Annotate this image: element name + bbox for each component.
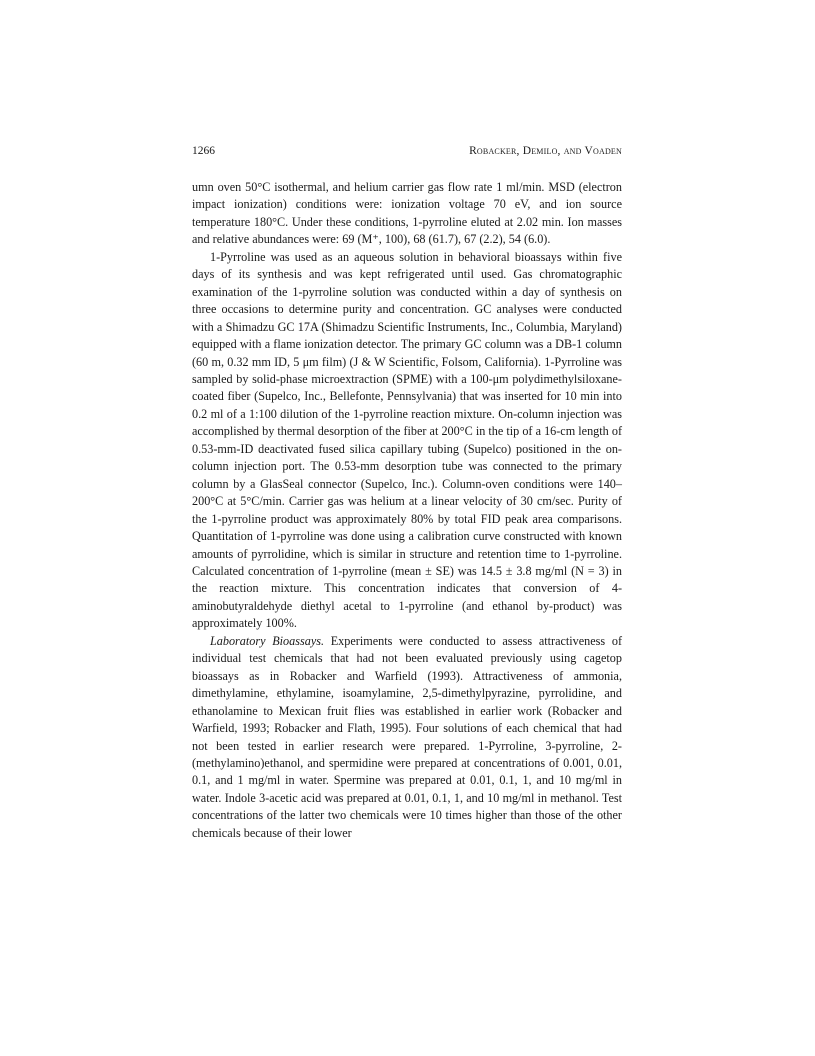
- paragraph-pyrroline-analysis: [192, 249, 622, 633]
- paragraph-laboratory-bioassays: [192, 633, 622, 842]
- paragraph-continued: [192, 179, 622, 249]
- paragraph-text: 1-Pyrroline was used as an aqueous solution in behavioral bioassays within five days of its synthesis and was kept refrigerated until used. Gas chromatographic examination of the 1-pyrroline solution was conducted within a day of synthesis on three occasions to determine purity and concentration. GC analyses were conducted with a Shimadzu GC 17A (Shimadzu Scientific Instruments, Inc., Columbia, Maryland) equipped with a flame ionization detector. The primary GC column was a DB-1 column (60 m, 0.32 mm ID, 5 μm film) (J & W Scientific, Folsom, California). 1-Pyrroline was sampled by solid-phase microextraction (SPME) with a 100-μm polydimethylsiloxane-coated fiber (Supelco, Inc., Bellefonte, Pennsylvania) that was inserted for 10 min into 0.2 ml of a 1:100 dilution of the 1-pyrroline reaction mixture. On-column injection was accomplished by thermal desorption of the fiber at 200°C in the tip of a 16-cm length of 0.53-mm-ID deactivated fused silica capillary tubing (Supelco) positioned in the on-column injection port. The 0.53-mm desorption tube was connected to the primary column by a GlasSeal connector (Supelco, Inc.). Column-oven conditions were 140–200°C at 5°C/min. Carrier gas was helium at a linear velocity of 30 cm/sec. Purity of the 1-pyrroline product was approximately 80% by total FID peak area comparisons. Quantitation of 1-pyrroline was done using a calibration curve constructed with known amounts of pyrrolidine, which is similar in structure and retention time to 1-pyrroline. Calculated concentration of 1-pyrroline (mean ± SE) was 14.5 ± 3.8 mg/ml (N = 3) in the reaction mixture. This concentration indicates that conversion of 4-aminobutyraldehyde diethyl acetal to 1-pyrroline (and ethanol by-product) was approximately 100%.: [192, 249, 622, 631]
- body-text: [192, 179, 622, 842]
- paragraph-text: umn oven 50°C isothermal, and helium carrier gas flow rate 1 ml/min. MSD (electron impact ionization) conditions were: ionization voltage 70 eV, and ion source temperature 180°C. Under these conditions, 1-pyrroline eluted at 2.02 min. Ion masses and relative abundances were: 69 (M⁺, 100), 68 (61.7), 67 (2.2), 54 (6.0).: [192, 180, 622, 247]
- running-head: Robacker, Demilo, and Voaden: [469, 145, 622, 157]
- paragraph-text: Experiments were conducted to assess attractiveness of individual test chemicals that had not been evaluated previously using cagetop bioassays as in Robacker and Warfield (1993). Attractiveness of ammonia, dimethylamine, ethylamine, isoamylamine, 2,5-dimethylpyrazine, pyrrolidine, and ethanolamine to Mexican fruit flies was established in earlier work (Robacker and Warfield, 1993; Robacker and Flath, 1995). Four solutions of each chemical that had not been tested in earlier research were prepared. 1-Pyrroline, 3-pyrroline, 2-(methylamino)ethanol, and spermidine were prepared at concentrations of 0.001, 0.01, 0.1, and 1 mg/ml in water. Spermine was prepared at 0.01, 0.1, 1, and 10 mg/ml in water. Indole 3-acetic acid was prepared at 0.01, 0.1, 1, and 10 mg/ml in methanol. Test concentrations of the latter two chemicals were 10 times higher than those of the other chemicals because of their lower: [192, 633, 623, 840]
- page-header: [192, 145, 622, 161]
- page-number: 1266: [192, 145, 215, 157]
- section-run-in-heading: Laboratory Bioassays.: [210, 633, 325, 648]
